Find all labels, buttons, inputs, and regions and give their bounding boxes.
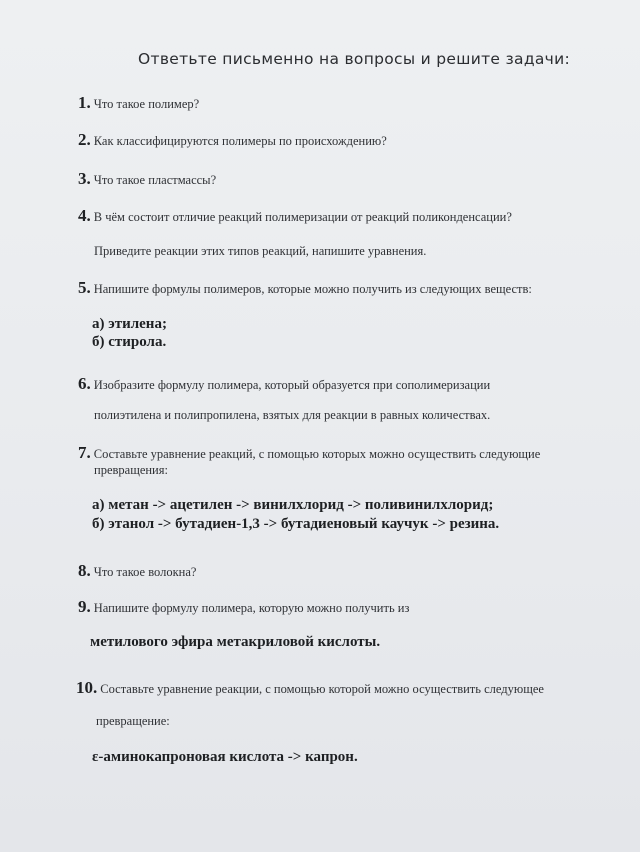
question-number: 3.	[78, 169, 91, 188]
question-10-line-2: превращение:	[96, 714, 170, 728]
question-7-line-2: превращения:	[94, 463, 168, 477]
question-4	[78, 206, 512, 226]
question-2	[78, 130, 387, 150]
question-9	[78, 597, 409, 617]
question-number: 9.	[78, 597, 91, 616]
question-number: 1.	[78, 93, 91, 112]
question-text: В чём состоит отличие реакций полимеризации от реакций поликонденсации?	[93, 210, 512, 224]
question-text: Изобразите формулу полимера, который образуется при сополимеризации	[93, 378, 491, 392]
question-number: 7.	[78, 443, 91, 462]
question-number: 6.	[78, 374, 91, 393]
question-text: Что такое полимер?	[93, 97, 200, 111]
question-4-line-2: Приведите реакции этих типов реакций, напишите уравнения.	[94, 244, 427, 258]
question-9-substance: метилового эфира метакриловой кислоты.	[90, 634, 381, 650]
question-number: 10.	[76, 678, 98, 697]
question-text: Как классифицируются полимеры по происхождению?	[93, 134, 387, 148]
question-text: Что такое пластмассы?	[93, 173, 217, 187]
question-3	[78, 169, 216, 189]
question-number: 4.	[78, 206, 91, 225]
question-5-option-a: а) этилена;	[92, 316, 167, 332]
question-number: 5.	[78, 278, 91, 297]
question-5-option-b: б) стирола.	[92, 334, 167, 350]
question-6-line-2: полиэтилена и полипропилена, взятых для реакции в равных количествах.	[94, 408, 491, 422]
question-number: 8.	[78, 561, 91, 580]
question-7-chain-b: б) этанол -> бутадиен-1,3 -> бутадиеновый каучук -> резина.	[92, 516, 500, 532]
question-7-chain-a: а) метан -> ацетилен -> винилхлорид -> поливинилхлорид;	[92, 497, 494, 513]
question-1	[78, 93, 199, 113]
question-10	[76, 678, 544, 698]
question-10-reaction: ε-аминокапроновая кислота -> капрон.	[92, 749, 358, 765]
question-text: Составьте уравнение реакции, с помощью которой можно осуществить следующее	[100, 682, 544, 696]
question-8	[78, 561, 196, 581]
question-text: Напишите формулу полимера, которую можно получить из	[93, 601, 410, 615]
question-5	[78, 278, 532, 298]
question-7	[78, 443, 540, 463]
question-6	[78, 374, 490, 394]
question-text: Составьте уравнение реакций, с помощью которых можно осуществить следующие	[93, 447, 541, 461]
page-title: Ответьте письменно на вопросы и решите задачи:	[138, 50, 570, 68]
question-text: Напишите формулы полимеров, которые можно получить из следующих веществ:	[93, 282, 532, 296]
question-text: Что такое волокна?	[93, 565, 197, 579]
question-number: 2.	[78, 130, 91, 149]
